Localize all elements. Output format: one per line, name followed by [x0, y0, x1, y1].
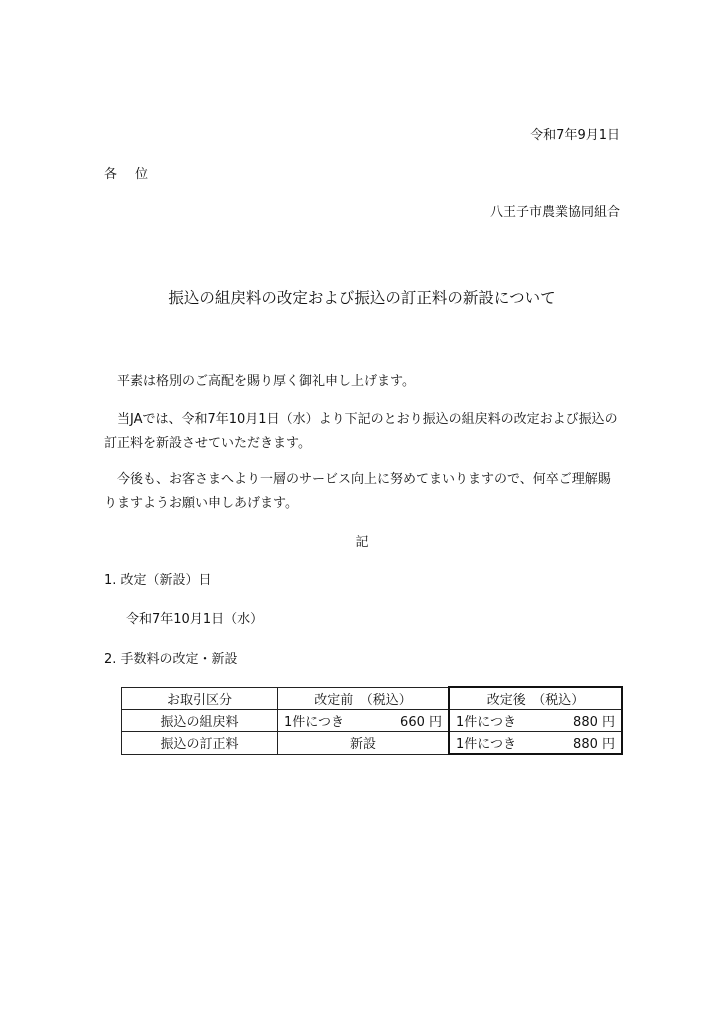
before-unit: 1件につき [284, 715, 345, 730]
closing-paragraph: 今後も、お客さまへより一層のサービス向上に努めてまいりますので、何卒ご理解賜りますようお願い申しあげます。 [104, 472, 611, 511]
row-category: 振込の訂正料 [122, 732, 278, 755]
table-row [122, 732, 623, 755]
before-price: 660 円 [400, 715, 442, 730]
note-mark: 記 [355, 535, 369, 550]
document-title: 振込の組戻料の改定および振込の訂正料の新設について [168, 289, 556, 307]
table-row [122, 710, 623, 732]
row-category: 振込の組戻料 [122, 710, 278, 732]
after-fee-cell [449, 710, 622, 732]
section2-heading: 2. 手数料の改定・新設 [104, 652, 238, 667]
before-new-cell: 新設 [278, 732, 450, 755]
fee-table [121, 686, 623, 755]
addressee: 各位 [104, 167, 167, 182]
header-before: 改定前 （税込） [278, 687, 450, 710]
effective-date: 令和7年10月1日（水） [126, 612, 264, 627]
announcement-paragraph: 当JAでは、令和7年10月1日（水）より下記のとおり振込の組戻料の改定および振込の訂正料を新設させていただきます。 [104, 412, 618, 451]
table-header-row [122, 687, 623, 710]
after-price: 880 円 [573, 715, 615, 730]
before-fee-cell [278, 710, 450, 732]
header-after: 改定後 （税込） [449, 687, 622, 710]
header-category: お取引区分 [122, 687, 278, 710]
greeting-paragraph: 平素は格別のご高配を賜り厚く御礼申し上げます。 [104, 374, 415, 389]
after-unit: 1件につき [456, 715, 517, 730]
after-fee-cell [449, 732, 622, 755]
after-price: 880 円 [573, 737, 615, 752]
document-date: 令和7年9月1日 [530, 128, 620, 143]
after-unit: 1件につき [456, 737, 517, 752]
section1-heading: 1. 改定（新設）日 [104, 573, 212, 588]
sender-organization: 八王子市農業協同組合 [489, 205, 620, 220]
